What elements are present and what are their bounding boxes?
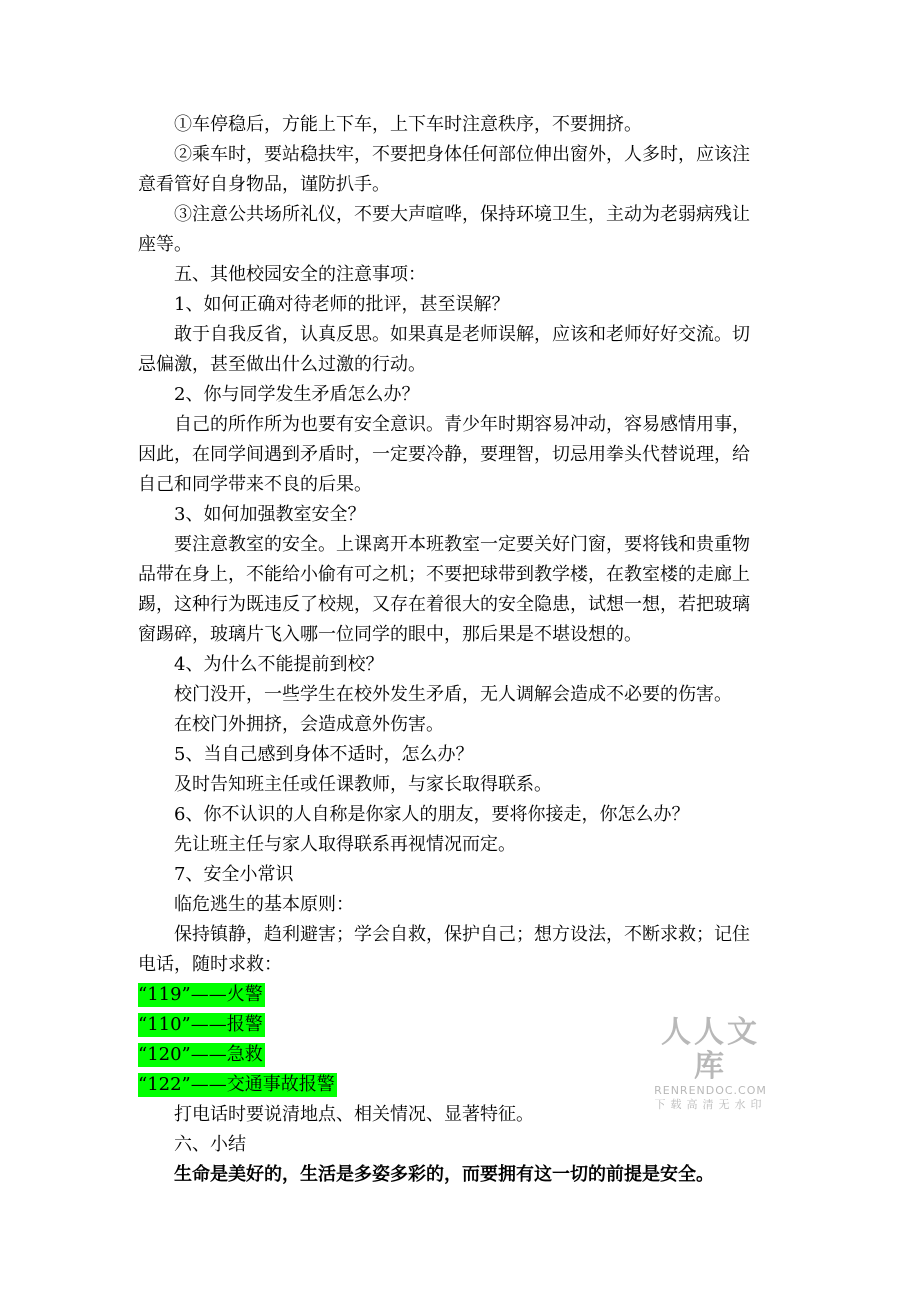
question-heading: 5、当自己感到身体不适时，怎么办？ [174, 744, 474, 765]
question-heading: 7、安全小常识 [174, 864, 294, 885]
conclusion-text: 生命是美好的，生活是多姿多彩的，而要拥有这一切的前提是安全。 [174, 1164, 714, 1185]
paragraph-line: 自己的所作所为也要有安全意识。青少年时期容易冲动，容易感情用事， [174, 414, 750, 435]
paragraph-line: ①车停稳后，方能上下车，上下车时注意秩序，不要拥挤。 [174, 114, 642, 135]
emergency-number-fire [138, 980, 788, 1010]
paragraph-line: 在校门外拥挤，会造成意外伤害。 [174, 714, 444, 735]
paragraph-line: 校门没开，一些学生在校外发生矛盾，无人调解会造成不必要的伤害。 [174, 684, 732, 705]
watermark-domain: RENRENDOC.COM [654, 1084, 767, 1097]
watermark-title: 人人文库 [661, 1015, 760, 1084]
paragraph-line: 临危逃生的基本原则： [174, 894, 354, 915]
paragraph-line: 及时告知班主任或任课教师，与家长取得联系。 [174, 774, 552, 795]
watermark-logo [648, 1016, 773, 1112]
paragraph-line: 自己和同学带来不良的后果。 [138, 474, 372, 495]
paragraph-line: 先让班主任与家人取得联系再视情况而定。 [174, 834, 516, 855]
paragraph-line: 品带在身上，不能给小偷有可之机；不要把球带到教学楼，在教室楼的走廊上 [138, 564, 750, 585]
question-heading: 6、你不认识的人自称是你家人的朋友，要将你接走，你怎么办？ [174, 804, 690, 825]
section-heading: 五、其他校园安全的注意事项： [174, 264, 426, 285]
paragraph-line: 因此，在同学间遇到矛盾时，一定要冷静，要理智，切忌用拳头代替说理，给 [138, 444, 750, 465]
paragraph-line: ②乘车时，要站稳扶牢，不要把身体任何部位伸出窗外，人多时，应该注 [174, 144, 750, 165]
paragraph-line: 要注意教室的安全。上课离开本班教室一定要关好门窗，要将钱和贵重物 [174, 534, 750, 555]
paragraph-line: 忌偏激，甚至做出什么过激的行动。 [138, 354, 426, 375]
watermark-subtitle: 下载高清无水印 [654, 1098, 767, 1111]
paragraph-line: 打电话时要说清地点、相关情况、显著特征。 [174, 1104, 534, 1125]
highlighted-text: “119”——火警 [138, 984, 263, 1005]
paragraph-line: 保持镇静，趋利避害；学会自救，保护自己；想方设法，不断求救；记住 [174, 924, 750, 945]
highlighted-text: “110”——报警 [138, 1014, 263, 1035]
highlighted-text: “122”——交通事故报警 [138, 1074, 335, 1095]
paragraph-line: 座等。 [138, 234, 192, 255]
question-heading: 4、为什么不能提前到校？ [174, 654, 384, 675]
paragraph-line: 敢于自我反省，认真反思。如果真是老师误解，应该和老师好好交流。切 [174, 324, 750, 345]
question-heading: 3、如何加强教室安全？ [174, 504, 366, 525]
question-heading: 1、如何正确对待老师的批评，甚至误解？ [174, 294, 510, 315]
paragraph-line: 窗踢碎，玻璃片飞入哪一位同学的眼中，那后果是不堪设想的。 [138, 624, 642, 645]
paragraph-line: 意看管好自身物品，谨防扒手。 [138, 174, 390, 195]
section-heading: 六、小结 [174, 1134, 246, 1155]
paragraph-line: 踢，这种行为既违反了校规，又存在着很大的安全隐患，试想一想，若把玻璃 [138, 594, 750, 615]
question-heading: 2、你与同学发生矛盾怎么办？ [174, 384, 420, 405]
paragraph-line: 电话，随时求救： [138, 954, 282, 975]
highlighted-text: “120”——急救 [138, 1044, 263, 1065]
paragraph-line: ③注意公共场所礼仪，不要大声喧哗，保持环境卫生，主动为老弱病残让 [174, 204, 750, 225]
